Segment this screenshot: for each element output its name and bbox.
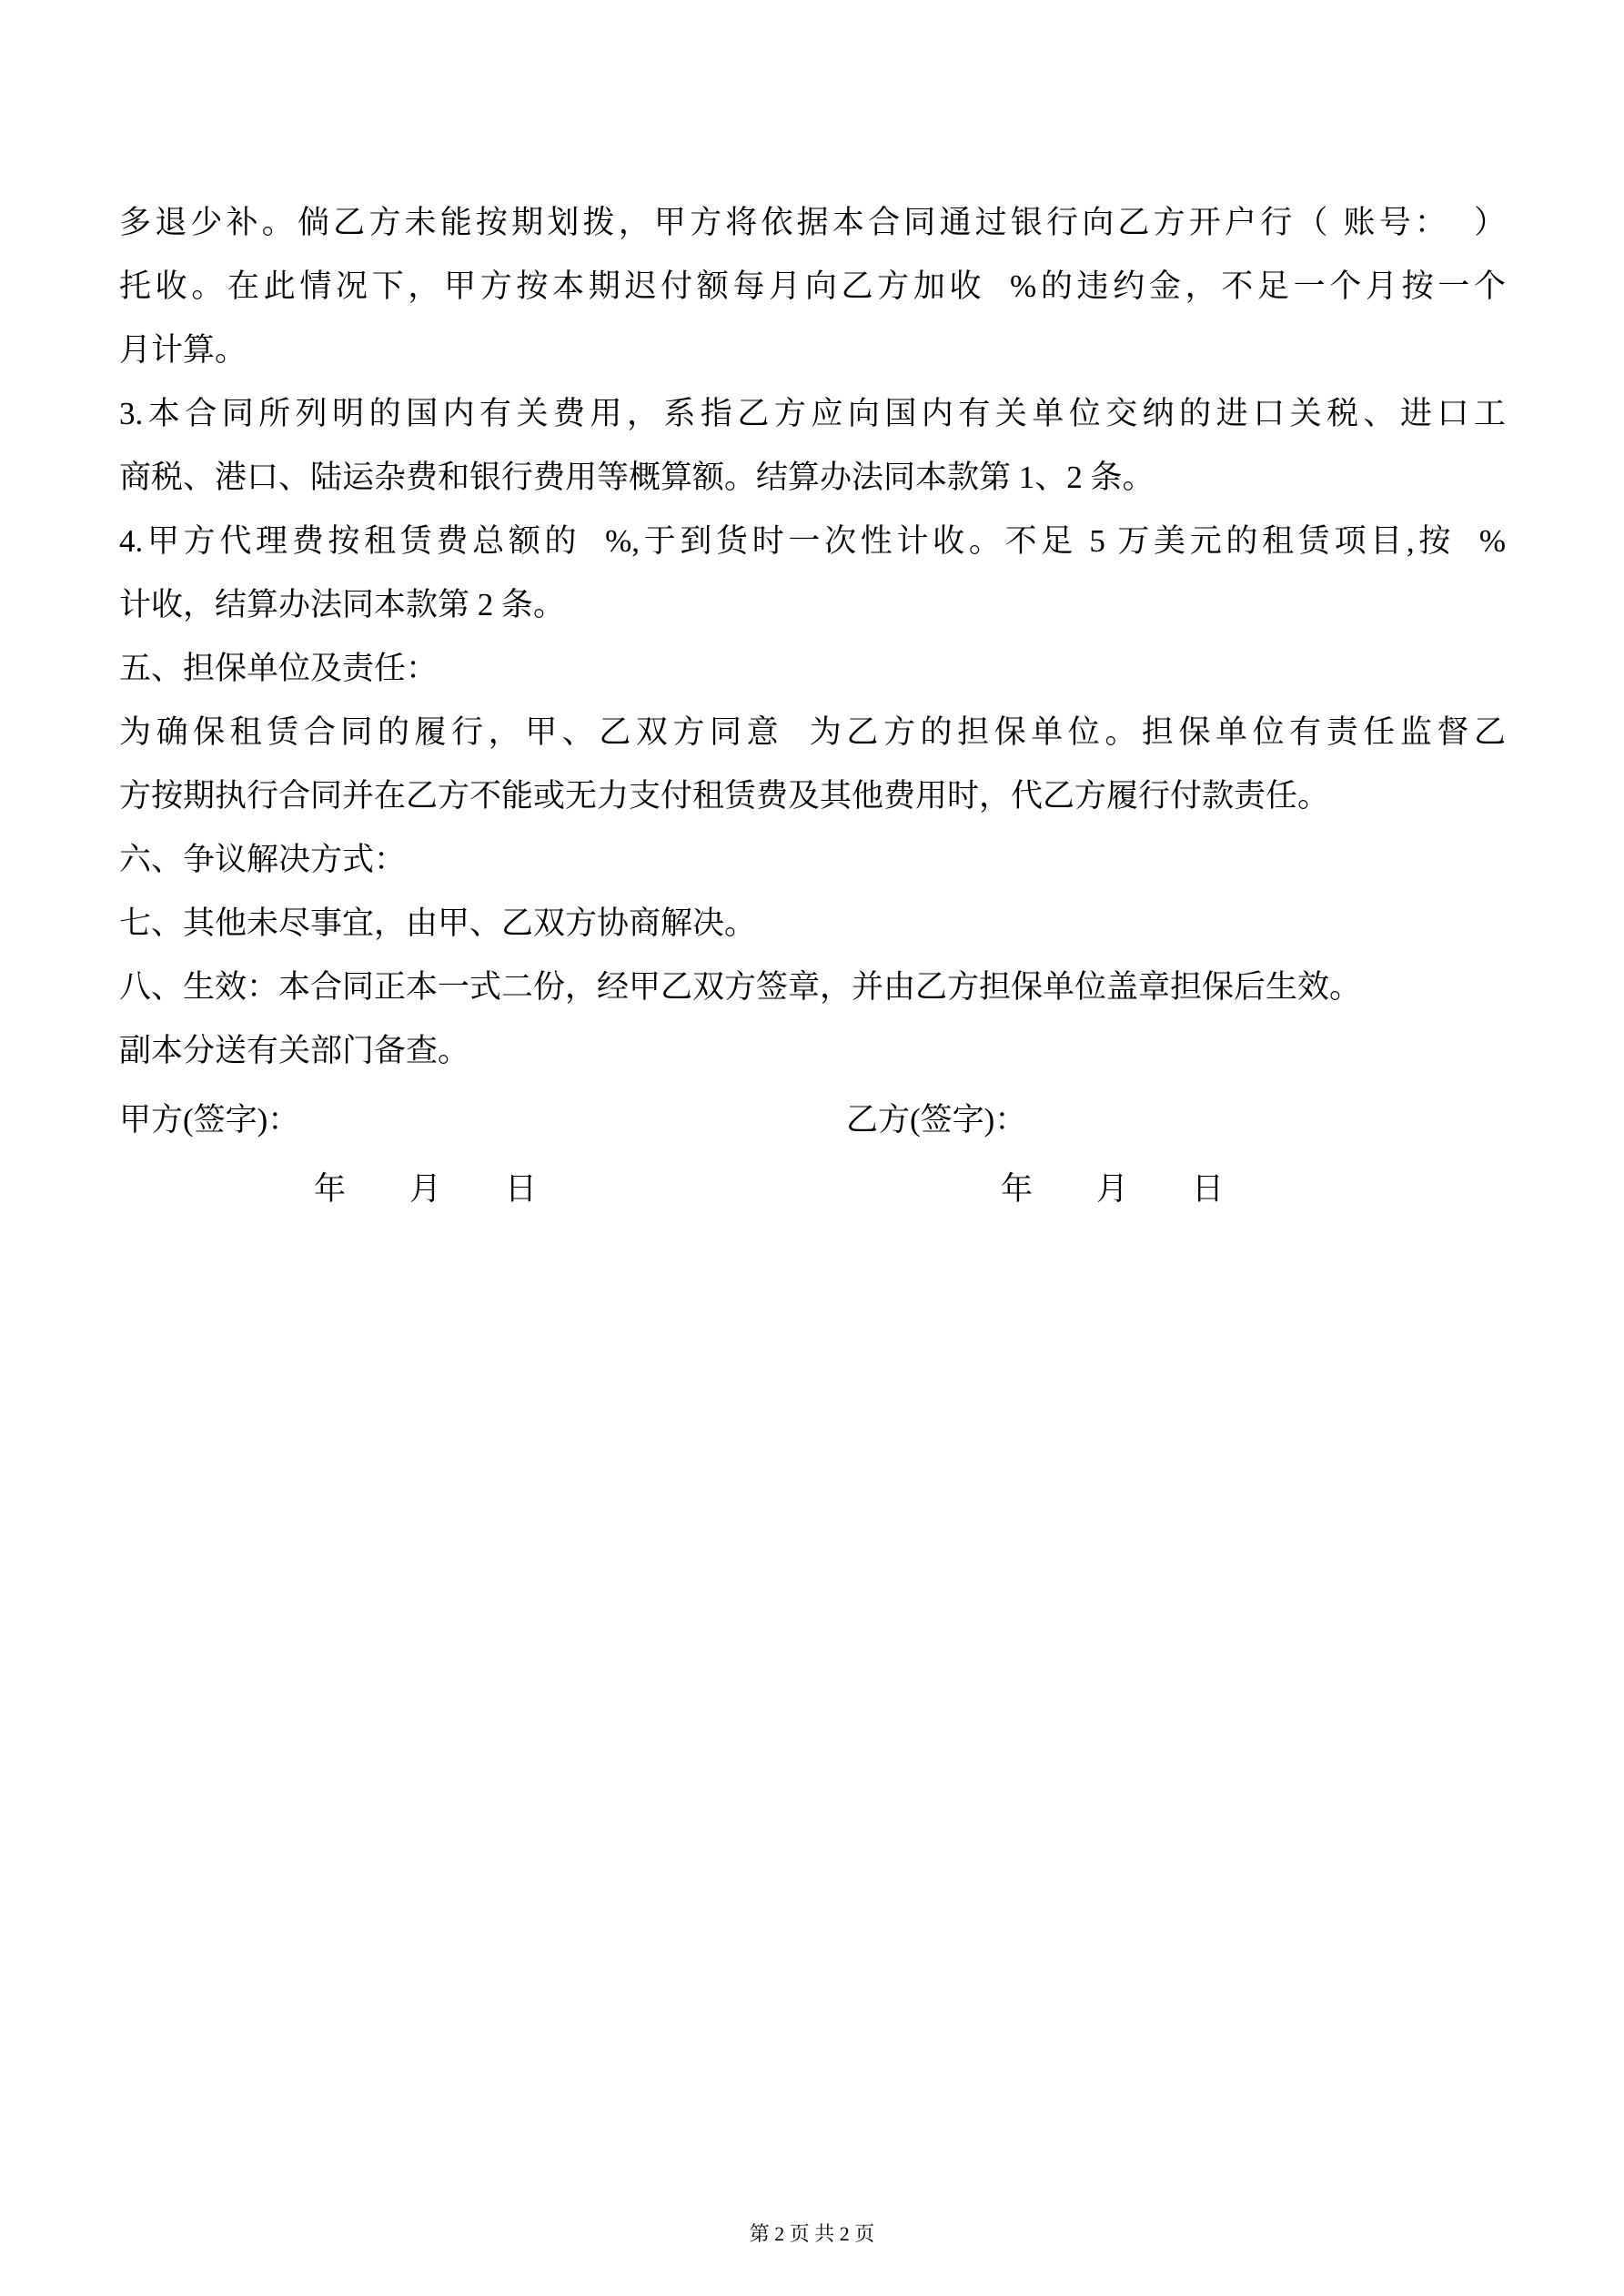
signature-date-row [119, 1158, 1506, 1221]
paragraph-line: 计收，结算办法同本款第 2 条。 [119, 587, 566, 622]
section-heading-dispute: 六、争议解决方式： [119, 842, 407, 877]
party-b-date-line: 年 月 日 [1001, 1171, 1225, 1207]
paragraph-line: 副本分送有关部门备查。 [119, 1033, 470, 1068]
paragraph-line: 方按期执行合同并在乙方不能或无力支付租赁费及其他费用时，代乙方履行付款责任。 [119, 778, 1330, 814]
section-heading-other: 七、其他未尽事宜，由甲、乙双方协商解决。 [119, 905, 757, 941]
signature-row [119, 1088, 1506, 1152]
paragraph-line: 商税、港口、陆运杂费和银行费用等概算额。结算办法同本款第 1、2 条。 [119, 460, 1155, 495]
party-a-signature-label: 甲方(签字)： [119, 1102, 300, 1138]
party-a-date-line: 年 月 日 [314, 1171, 538, 1207]
paragraph-line: 为确保租赁合同的履行，甲、乙双方同意 为乙方的担保单位。担保单位有责任监督乙 [119, 714, 1506, 750]
paragraph-line: 多退少补。倘乙方未能按期划拨，甲方将依据本合同通过银行向乙方开户行（ 账号： ） [119, 205, 1506, 240]
paragraph-line: 3.本合同所列明的国内有关费用，系指乙方应向国内有关单位交纳的进口关税、进口工 [119, 396, 1506, 431]
paragraph-line: 月计算。 [119, 332, 247, 368]
section-heading-guarantee: 五、担保单位及责任： [119, 651, 439, 686]
contract-body [119, 191, 1506, 1221]
party-b-signature-label: 乙方(签字)： [846, 1102, 1027, 1138]
paragraph-line: 托收。在此情况下，甲方按本期迟付额每月向乙方加收 %的违约金，不足一个月按一个 [119, 268, 1506, 304]
section-heading-effective: 八、生效：本合同正本一式二份，经甲乙双方签章，并由乙方担保单位盖章担保后生效。 [119, 969, 1362, 1005]
paragraph-line: 4.甲方代理费按租赁费总额的 %,于到货时一次性计收。不足 5 万美元的租赁项目,按 % [119, 523, 1506, 559]
page-footer: 第 2 页 共 2 页 [749, 2222, 875, 2245]
